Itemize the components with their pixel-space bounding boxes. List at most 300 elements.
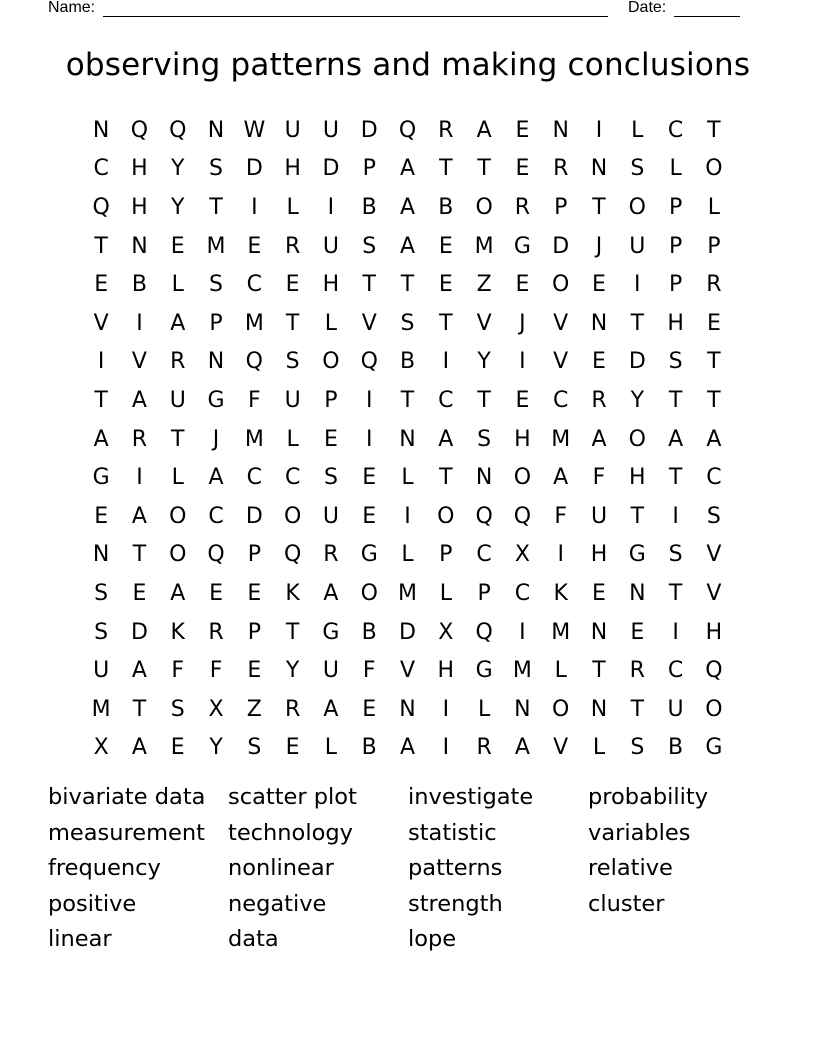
grid-letter: S — [400, 310, 415, 336]
grid-letter: V — [553, 310, 569, 336]
grid-letter: D — [130, 619, 148, 645]
grid-letter: V — [361, 310, 377, 336]
grid-letter: P — [362, 156, 376, 182]
grid-letter: L — [286, 194, 299, 220]
grid-letter: L — [554, 658, 567, 684]
grid-letter: T — [630, 696, 645, 722]
grid-letter: H — [322, 272, 340, 298]
grid-letter: I — [442, 735, 450, 761]
grid-letter: P — [477, 580, 491, 606]
grid-letter: U — [322, 233, 339, 259]
grid-letter: E — [362, 696, 377, 722]
grid-letter: P — [439, 542, 453, 568]
grid-letter: E — [247, 233, 262, 259]
grid-letter: E — [438, 272, 453, 298]
grid-letter: P — [554, 194, 568, 220]
grid-letter: T — [209, 194, 223, 220]
grid-letter: R — [284, 233, 301, 259]
grid-letter: E — [285, 272, 300, 298]
grid-letter: Q — [92, 194, 110, 220]
grid-letter: P — [707, 233, 721, 259]
grid-letter: N — [131, 233, 148, 259]
grid-letter: C — [476, 542, 492, 568]
grid-letter: H — [131, 194, 148, 220]
word-list-item: scatter plot — [228, 784, 357, 810]
grid-letter: E — [94, 503, 109, 529]
grid-letter: E — [515, 272, 530, 298]
grid-letter: V — [553, 735, 569, 761]
grid-row — [82, 651, 733, 690]
grid-letter: I — [365, 387, 373, 413]
grid-letter: H — [590, 542, 608, 568]
word-list-item: variables — [588, 819, 691, 846]
grid-letter: I — [519, 619, 526, 645]
grid-row — [82, 304, 733, 343]
grid-row — [82, 420, 733, 459]
grid-letter: S — [630, 735, 645, 761]
grid-letter: E — [247, 658, 262, 684]
grid-letter: B — [361, 194, 377, 220]
grid-row — [82, 574, 733, 613]
grid-letter: B — [361, 735, 377, 761]
grid-letter: R — [476, 735, 492, 761]
grid-letter: M — [398, 580, 418, 606]
grid-letter: A — [131, 503, 147, 529]
grid-letter: N — [629, 580, 646, 606]
grid-letter: U — [322, 503, 339, 529]
grid-letter: T — [668, 580, 683, 606]
grid-letter: C — [246, 272, 263, 298]
grid-letter: Y — [630, 387, 645, 413]
grid-letter: H — [437, 658, 455, 684]
grid-letter: B — [131, 272, 147, 298]
grid-letter: O — [475, 194, 493, 220]
grid-letter: O — [437, 503, 455, 529]
grid-letter: V — [476, 310, 492, 336]
grid-letter: L — [401, 465, 414, 491]
grid-letter: S — [630, 156, 645, 182]
grid-letter: U — [322, 658, 339, 684]
grid-letter: B — [668, 735, 684, 761]
grid-letter: Q — [207, 542, 225, 568]
grid-letter: F — [171, 658, 185, 684]
grid-letter: N — [207, 349, 225, 375]
grid-row — [82, 536, 733, 575]
grid-letter: T — [630, 310, 645, 336]
grid-letter: P — [668, 272, 683, 298]
grid-letter: Q — [169, 117, 187, 143]
grid-letter: M — [91, 696, 111, 722]
grid-letter: V — [553, 349, 569, 375]
grid-letter: I — [404, 503, 411, 529]
grid-letter: C — [667, 117, 684, 143]
grid-letter: B — [361, 619, 377, 645]
grid-letter: L — [707, 194, 721, 220]
grid-letter: O — [169, 542, 187, 568]
grid-letter: C — [667, 658, 684, 684]
grid-letter: A — [170, 580, 186, 606]
grid-row — [82, 111, 733, 150]
grid-letter: X — [208, 696, 224, 722]
grid-letter: S — [209, 272, 224, 298]
grid-letter: U — [93, 658, 110, 684]
grid-letter: R — [284, 696, 301, 722]
grid-letter: S — [477, 426, 492, 452]
grid-letter: G — [322, 619, 340, 645]
grid-letter: B — [399, 349, 416, 375]
grid-letter: R — [323, 542, 339, 568]
grid-letter: M — [551, 426, 571, 452]
grid-letter: X — [93, 735, 109, 761]
grid-letter: R — [553, 156, 569, 182]
grid-letter: G — [513, 233, 531, 259]
word-list-item: statistic — [408, 819, 497, 846]
grid-letter: A — [706, 426, 722, 452]
grid-letter: O — [705, 696, 723, 722]
grid-letter: L — [286, 426, 299, 452]
grid-letter: S — [668, 542, 683, 568]
grid-letter: H — [131, 156, 148, 182]
grid-letter: M — [206, 233, 226, 259]
grid-letter: M — [551, 619, 571, 645]
grid-letter: M — [512, 658, 532, 684]
grid-letter: C — [514, 580, 531, 606]
grid-letter: Q — [475, 619, 493, 645]
grid-letter: I — [97, 349, 105, 375]
grid-letter: F — [248, 387, 261, 413]
grid-letter: A — [668, 426, 684, 452]
grid-row — [82, 690, 733, 729]
grid-letter: A — [399, 194, 416, 220]
grid-letter: E — [170, 735, 185, 761]
grid-letter: T — [400, 272, 415, 298]
grid-letter: T — [94, 387, 108, 413]
grid-letter: C — [208, 503, 224, 529]
grid-letter: L — [631, 117, 644, 143]
grid-letter: X — [438, 619, 454, 645]
grid-letter: T — [362, 272, 376, 298]
grid-letter: Q — [513, 503, 532, 529]
grid-letter: S — [706, 503, 721, 529]
grid-row — [82, 265, 733, 304]
name-blank-line — [103, 16, 608, 17]
grid-letter: T — [668, 387, 683, 413]
grid-letter: T — [707, 349, 721, 375]
grid-letter: O — [169, 503, 187, 529]
grid-letter: T — [630, 503, 645, 529]
grid-letter: A — [208, 465, 224, 491]
grid-letter: G — [360, 542, 378, 568]
grid-letter: T — [94, 233, 108, 259]
grid-letter: S — [362, 233, 377, 259]
word-list-item: cluster — [588, 890, 665, 917]
word-list-item: relative — [588, 855, 673, 882]
grid-letter: T — [171, 426, 185, 452]
grid-letter: J — [595, 233, 603, 259]
grid-letter: N — [590, 619, 608, 645]
grid-letter: F — [592, 465, 606, 491]
word-list-item: strength — [408, 890, 503, 917]
word-list-item: frequency — [48, 855, 161, 882]
grid-letter: L — [439, 580, 452, 606]
grid-letter: K — [170, 619, 185, 645]
grid-letter: S — [323, 465, 338, 491]
grid-letter: A — [323, 580, 339, 606]
grid-letter: N — [92, 542, 110, 568]
grid-letter: A — [476, 117, 492, 143]
grid-letter: Q — [705, 658, 723, 684]
grid-letter: E — [323, 426, 338, 452]
grid-letter: N — [475, 465, 493, 491]
grid-letter: F — [554, 503, 568, 529]
grid-letter: Y — [209, 735, 223, 761]
grid-letter: E — [515, 387, 530, 413]
grid-letter: L — [171, 272, 184, 298]
grid-letter: R — [706, 272, 722, 298]
grid-letter: Q — [283, 542, 302, 568]
grid-letter: I — [136, 310, 143, 336]
grid-letter: E — [592, 580, 606, 606]
grid-letter: P — [324, 387, 338, 413]
grid-letter: L — [592, 735, 606, 761]
grid-letter: S — [247, 735, 262, 761]
grid-letter: R — [591, 387, 607, 413]
grid-letter: S — [668, 349, 683, 375]
grid-row — [82, 497, 733, 536]
grid-letter: N — [92, 117, 110, 143]
grid-letter: Y — [477, 349, 491, 375]
grid-letter: E — [706, 310, 721, 336]
grid-letter: A — [131, 387, 147, 413]
grid-letter: A — [170, 310, 186, 336]
grid-letter: T — [668, 465, 683, 491]
grid-letter: E — [362, 465, 377, 491]
grid-letter: V — [93, 310, 109, 336]
grid-letter: I — [634, 272, 641, 298]
grid-letter: U — [590, 503, 608, 529]
grid-letter: E — [438, 233, 453, 259]
grid-letter: I — [557, 542, 564, 568]
grid-letter: A — [93, 426, 109, 452]
grid-letter: U — [284, 387, 301, 413]
grid-letter: Z — [476, 272, 492, 298]
grid-letter: V — [131, 349, 147, 375]
grid-letter: T — [439, 465, 453, 491]
grid-letter: B — [438, 194, 454, 220]
word-list-item: data — [228, 926, 279, 953]
grid-letter: L — [324, 735, 338, 761]
grid-letter: E — [362, 503, 377, 529]
grid-letter: Q — [398, 117, 417, 143]
grid-letter: D — [628, 349, 646, 375]
grid-letter: D — [245, 156, 263, 182]
grid-letter: A — [553, 465, 569, 491]
grid-letter: F — [362, 658, 376, 684]
grid-row — [82, 227, 733, 266]
grid-letter: N — [399, 696, 416, 722]
grid-letter: N — [590, 156, 608, 182]
grid-letter: O — [513, 465, 532, 491]
grid-letter: T — [285, 310, 300, 336]
grid-letter: E — [132, 580, 147, 606]
grid-letter: O — [552, 696, 570, 722]
grid-letter: E — [247, 580, 262, 606]
word-list-item: positive — [48, 890, 137, 917]
grid-letter: T — [285, 619, 300, 645]
grid-letter: P — [247, 542, 261, 568]
grid-row — [82, 188, 733, 227]
grid-letter: C — [553, 387, 569, 413]
grid-letter: A — [399, 156, 416, 182]
grid-letter: T — [132, 542, 147, 568]
grid-letter: U — [322, 117, 339, 143]
grid-letter: E — [170, 233, 185, 259]
grid-letter: A — [131, 658, 147, 684]
grid-letter: U — [629, 233, 646, 259]
grid-letter: A — [323, 696, 339, 722]
grid-letter: C — [438, 387, 454, 413]
grid-letter: L — [401, 542, 414, 568]
grid-letter: O — [552, 272, 570, 298]
grid-letter: C — [706, 465, 722, 491]
grid-letter: O — [283, 503, 302, 529]
grid-letter: D — [245, 503, 263, 529]
grid-letter: N — [552, 117, 569, 143]
grid-letter: N — [514, 696, 531, 722]
header — [48, 0, 740, 20]
grid-letter: O — [628, 194, 646, 220]
grid-row — [82, 613, 733, 652]
grid-letter: L — [477, 696, 491, 722]
grid-letter: S — [209, 156, 224, 182]
grid-letter: E — [285, 735, 300, 761]
grid-letter: U — [169, 387, 186, 413]
grid-letter: I — [442, 696, 450, 722]
grid-letter: T — [400, 387, 415, 413]
grid-letter: J — [519, 310, 526, 336]
grid-letter: L — [171, 465, 184, 491]
word-list-item: patterns — [408, 855, 503, 882]
word-list-item: measurement — [48, 819, 205, 846]
grid-letter: T — [592, 194, 606, 220]
grid-letter: N — [399, 426, 416, 452]
grid-letter: O — [628, 426, 646, 452]
word-list-item: nonlinear — [228, 855, 334, 882]
grid-letter: T — [592, 658, 606, 684]
grid-row — [82, 343, 733, 382]
name-label: Name: — [48, 0, 96, 16]
grid-letter: I — [672, 619, 679, 645]
grid-letter: J — [212, 426, 220, 452]
grid-letter: P — [668, 194, 683, 220]
grid-letter: H — [514, 426, 531, 452]
grid-letter: I — [672, 503, 679, 529]
grid-letter: R — [131, 426, 148, 452]
grid-letter: T — [707, 387, 721, 413]
grid-letter: U — [284, 117, 301, 143]
grid-letter: C — [246, 465, 263, 491]
grid-letter: V — [399, 658, 416, 684]
word-list-item: negative — [228, 890, 327, 917]
grid-row — [82, 150, 733, 189]
grid-letter: I — [365, 426, 373, 452]
grid-letter: T — [132, 696, 147, 722]
grid-letter: D — [399, 619, 416, 645]
grid-letter: U — [667, 696, 684, 722]
grid-letter: E — [94, 272, 109, 298]
grid-letter: A — [514, 735, 530, 761]
date-label: Date: — [628, 0, 667, 16]
grid-letter: R — [170, 349, 186, 375]
grid-letter: Y — [171, 194, 185, 220]
grid-letter: T — [477, 387, 491, 413]
grid-letter: I — [251, 194, 258, 220]
grid-letter: G — [92, 465, 110, 491]
grid-letter: P — [209, 310, 223, 336]
grid-letter: Q — [360, 349, 378, 375]
grid-letter: E — [592, 349, 606, 375]
grid-letter: S — [94, 580, 109, 606]
grid-letter: N — [590, 310, 608, 336]
grid-letter: Y — [171, 156, 185, 182]
word-list-item: linear — [48, 926, 112, 953]
grid-letter: I — [519, 349, 526, 375]
grid-letter: T — [439, 310, 453, 336]
grid-letter: S — [170, 696, 185, 722]
grid-row — [82, 729, 733, 768]
grid-letter: I — [136, 465, 143, 491]
grid-letter: D — [360, 117, 378, 143]
grid-letter: R — [438, 117, 454, 143]
grid-letter: L — [669, 156, 682, 182]
grid-letter: M — [474, 233, 494, 259]
grid-letter: Q — [245, 349, 263, 375]
grid-letter: T — [439, 156, 453, 182]
grid-letter: E — [209, 580, 223, 606]
grid-letter: R — [208, 619, 224, 645]
word-list-item: investigate — [408, 784, 534, 810]
grid-letter: E — [592, 272, 606, 298]
grid-letter: W — [243, 117, 266, 143]
grid-letter: T — [707, 117, 721, 143]
grid-letter: G — [207, 387, 225, 413]
grid-letter: V — [706, 542, 722, 568]
letter-grid — [82, 111, 733, 767]
grid-letter: Q — [475, 503, 493, 529]
grid-letter: F — [209, 658, 223, 684]
grid-letter: R — [514, 194, 531, 220]
grid-letter: M — [244, 310, 264, 336]
grid-letter: H — [667, 310, 684, 336]
grid-letter: T — [477, 156, 491, 182]
grid-letter: K — [285, 580, 300, 606]
grid-letter: Y — [285, 658, 300, 684]
grid-letter: I — [595, 117, 603, 143]
word-list-item: probability — [588, 784, 709, 810]
grid-letter: D — [552, 233, 570, 259]
grid-letter: N — [207, 117, 225, 143]
word-list-item: bivariate data — [48, 784, 206, 810]
page-title: observing patterns and making conclusions — [65, 47, 751, 83]
date-blank-line — [674, 16, 740, 17]
grid-letter: C — [284, 465, 301, 491]
grid-letter: H — [629, 465, 646, 491]
grid-letter: G — [628, 542, 646, 568]
grid-letter: S — [285, 349, 300, 375]
grid-letter: X — [514, 542, 530, 568]
grid-letter: O — [322, 349, 340, 375]
grid-letter: A — [399, 735, 416, 761]
